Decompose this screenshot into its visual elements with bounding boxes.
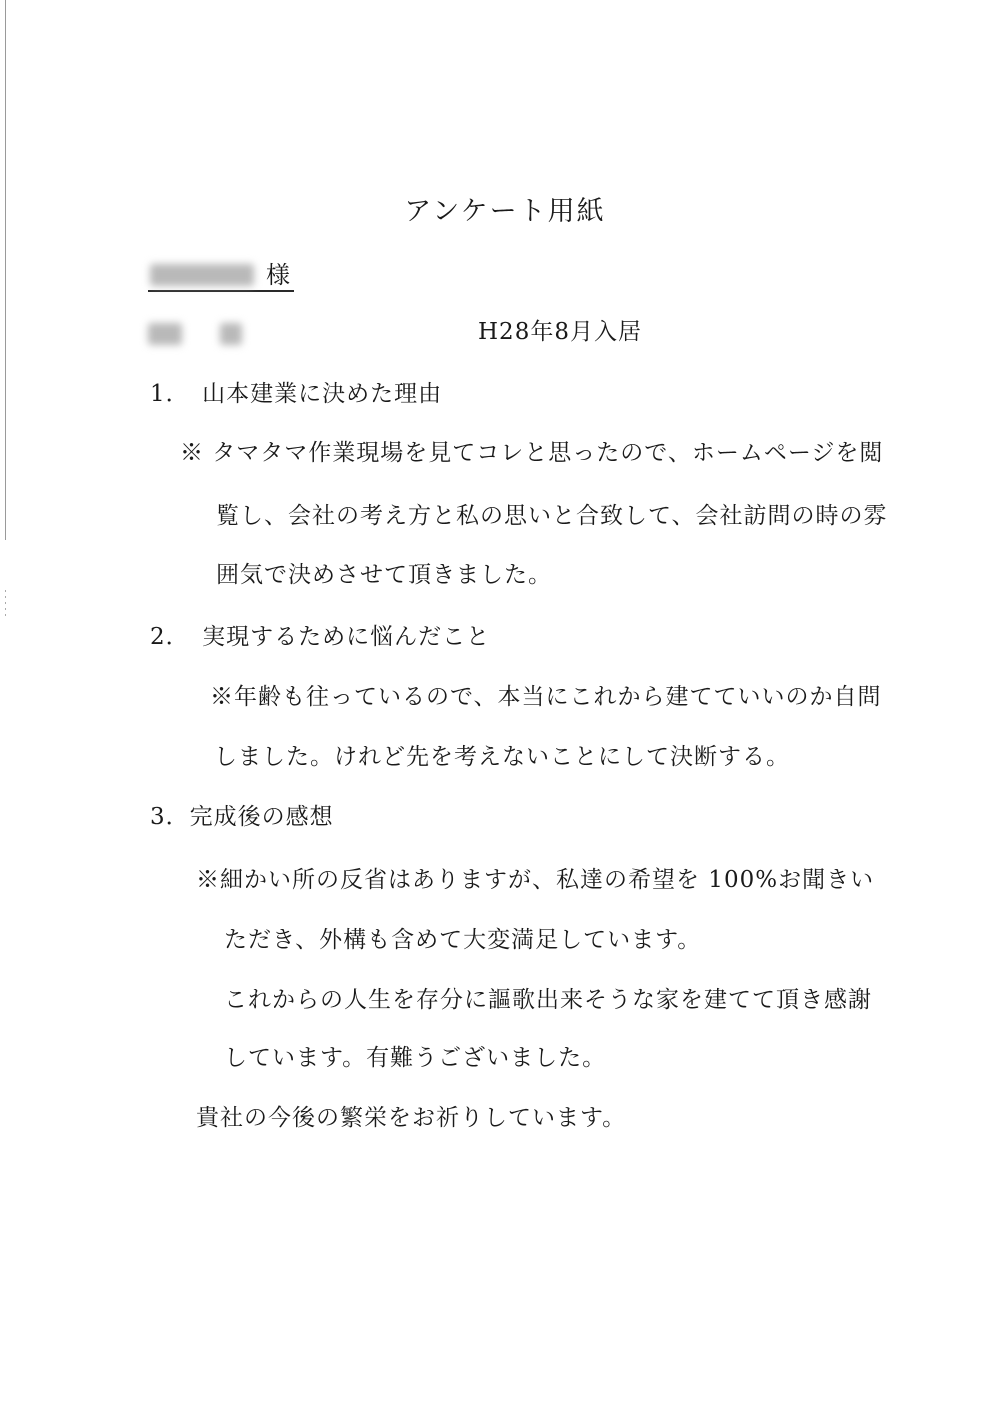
- section-1-line-1: ※ タマタマ作業現場を見てコレと思ったので、ホームページを閲: [180, 440, 884, 466]
- recipient-name-redacted: [150, 264, 254, 286]
- section-2-heading: 2． 実現するために悩んだこと: [150, 624, 491, 650]
- section-3-line-1: ※細かい所の反省はありますが、私達の希望を 100%お聞きい: [196, 867, 875, 893]
- section-2-line-1: ※年齢も往っているので、本当にこれから建てていいのか自問: [210, 684, 882, 710]
- closing-message: 貴社の今後の繁栄をお祈りしています。: [196, 1105, 627, 1131]
- recipient-line: [148, 258, 294, 292]
- section-3-line-2: ただき、外構も含めて大変満足しています。: [224, 927, 702, 953]
- scan-edge-marks: [5, 590, 6, 620]
- section-1-line-3: 囲気で決めさせて頂きました。: [216, 562, 552, 588]
- section-3-line-4: しています。有難うございました。: [224, 1045, 607, 1071]
- move-in-date: H28年8月入居: [478, 319, 642, 345]
- recipient-suffix: 様: [266, 261, 291, 289]
- respondent-name-redacted-2: [220, 323, 242, 345]
- respondent-name-redacted: [148, 323, 182, 345]
- scan-edge-line: [5, 0, 6, 540]
- section-1-heading: 1． 山本建業に決めた理由: [150, 381, 443, 407]
- document-title: アンケート用紙: [404, 196, 606, 227]
- section-1-line-2: 覧し、会社の考え方と私の思いと合致して、会社訪問の時の雰: [216, 503, 888, 529]
- section-3-line-3: これからの人生を存分に謳歌出来そうな家を建てて頂き感謝: [224, 987, 872, 1013]
- section-2-line-2: しました。けれど先を考えないことにして決断する。: [214, 744, 790, 770]
- section-3-heading: 3．完成後の感想: [150, 804, 334, 830]
